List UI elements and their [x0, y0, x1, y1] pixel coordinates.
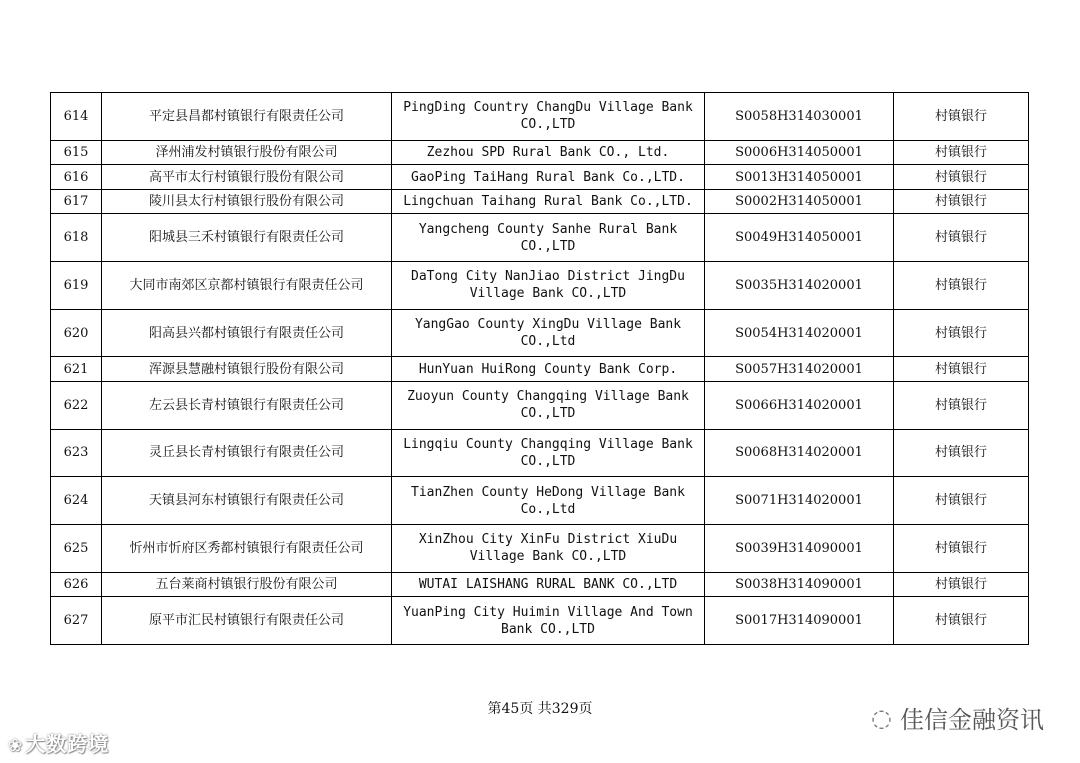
page-number: 第45页 共329页	[487, 701, 593, 717]
institution-type: 村镇银行	[894, 165, 1029, 190]
table-row	[51, 597, 1029, 645]
institution-type: 村镇银行	[894, 357, 1029, 382]
watermark-right-text: 佳信金融资讯	[900, 706, 1044, 734]
bank-name-cn: 原平市汇民村镇银行有限责任公司	[102, 597, 392, 645]
row-number: 619	[51, 262, 102, 310]
bank-name-en: WUTAI LAISHANG RURAL BANK CO.,LTD	[392, 572, 705, 597]
watermark-left	[8, 728, 109, 757]
bank-name-en: DaTong City NanJiao District JingDu Village Bank CO.,LTD	[392, 262, 705, 310]
institution-code: S0057H314020001	[705, 357, 894, 382]
watermark-left-text: 大数跨境	[25, 732, 110, 756]
institution-code: S0058H314030001	[705, 93, 894, 141]
bank-name-cn: 左云县长青村镇银行有限责任公司	[102, 381, 392, 429]
row-number: 622	[51, 381, 102, 429]
institution-code: S0049H314050001	[705, 214, 894, 262]
table-row	[51, 357, 1029, 382]
bank-name-en: TianZhen County HeDong Village Bank Co.,Ltd	[392, 477, 705, 525]
institution-code: S0017H314090001	[705, 597, 894, 645]
institution-code: S0039H314090001	[705, 525, 894, 573]
institution-code: S0038H314090001	[705, 572, 894, 597]
row-number: 623	[51, 429, 102, 477]
row-number: 618	[51, 214, 102, 262]
table-row	[51, 165, 1029, 190]
bank-name-cn: 泽州浦发村镇银行股份有限公司	[102, 140, 392, 165]
bank-name-en: YuanPing City Huimin Village And Town Bank CO.,LTD	[392, 597, 705, 645]
institution-code: S0006H314050001	[705, 140, 894, 165]
bank-name-en: Zuoyun County Changqing Village Bank CO.,LTD	[392, 381, 705, 429]
bank-table	[50, 92, 1029, 645]
wechat-icon: ◌	[871, 703, 892, 732]
row-number: 614	[51, 93, 102, 141]
bank-table-body	[51, 93, 1029, 645]
row-number: 625	[51, 525, 102, 573]
institution-code: S0054H314020001	[705, 309, 894, 357]
row-number: 615	[51, 140, 102, 165]
bank-name-en: Yangcheng County Sanhe Rural Bank CO.,LTD	[392, 214, 705, 262]
bank-name-en: PingDing Country ChangDu Village Bank CO.,LTD	[392, 93, 705, 141]
institution-type: 村镇银行	[894, 525, 1029, 573]
institution-code: S0013H314050001	[705, 165, 894, 190]
bank-name-cn: 灵丘县长青村镇银行有限责任公司	[102, 429, 392, 477]
table-row	[51, 381, 1029, 429]
institution-type: 村镇银行	[894, 477, 1029, 525]
bank-name-cn: 浑源县慧融村镇银行股份有限公司	[102, 357, 392, 382]
bank-name-en: YangGao County XingDu Village Bank CO.,Ltd	[392, 309, 705, 357]
institution-type: 村镇银行	[894, 309, 1029, 357]
table-row	[51, 189, 1029, 214]
bank-name-en: XinZhou City XinFu District XiuDu Village Bank CO.,LTD	[392, 525, 705, 573]
institution-type: 村镇银行	[894, 572, 1029, 597]
row-number: 627	[51, 597, 102, 645]
row-number: 617	[51, 189, 102, 214]
table-row	[51, 262, 1029, 310]
institution-type: 村镇银行	[894, 189, 1029, 214]
table-row	[51, 214, 1029, 262]
bank-name-cn: 忻州市忻府区秀都村镇银行有限责任公司	[102, 525, 392, 573]
row-number: 626	[51, 572, 102, 597]
bank-name-en: Lingqiu County Changqing Village Bank CO.,LTD	[392, 429, 705, 477]
table-row	[51, 429, 1029, 477]
bank-name-cn: 陵川县太行村镇银行股份有限公司	[102, 189, 392, 214]
watermark-right	[871, 700, 1044, 735]
table-row	[51, 140, 1029, 165]
institution-type: 村镇银行	[894, 140, 1029, 165]
bank-name-cn: 天镇县河东村镇银行有限责任公司	[102, 477, 392, 525]
institution-type: 村镇银行	[894, 597, 1029, 645]
institution-code: S0068H314020001	[705, 429, 894, 477]
institution-type: 村镇银行	[894, 214, 1029, 262]
institution-code: S0066H314020001	[705, 381, 894, 429]
institution-type: 村镇银行	[894, 93, 1029, 141]
bank-name-cn: 阳高县兴都村镇银行有限责任公司	[102, 309, 392, 357]
bank-name-cn: 五台莱商村镇银行股份有限公司	[102, 572, 392, 597]
institution-code: S0002H314050001	[705, 189, 894, 214]
row-number: 616	[51, 165, 102, 190]
table-row	[51, 525, 1029, 573]
bank-name-en: Lingchuan Taihang Rural Bank Co.,LTD.	[392, 189, 705, 214]
bank-name-cn: 高平市太行村镇银行股份有限公司	[102, 165, 392, 190]
table-row	[51, 93, 1029, 141]
institution-code: S0071H314020001	[705, 477, 894, 525]
table-row	[51, 572, 1029, 597]
bank-name-cn: 阳城县三禾村镇银行有限责任公司	[102, 214, 392, 262]
row-number: 621	[51, 357, 102, 382]
bank-name-en: GaoPing TaiHang Rural Bank Co.,LTD.	[392, 165, 705, 190]
row-number: 620	[51, 309, 102, 357]
table-row	[51, 309, 1029, 357]
bank-name-en: Zezhou SPD Rural Bank CO., Ltd.	[392, 140, 705, 165]
institution-type: 村镇银行	[894, 381, 1029, 429]
institution-code: S0035H314020001	[705, 262, 894, 310]
bank-name-cn: 平定县昌都村镇银行有限责任公司	[102, 93, 392, 141]
institution-type: 村镇银行	[894, 262, 1029, 310]
bank-name-en: HunYuan HuiRong County Bank Corp.	[392, 357, 705, 382]
bank-name-cn: 大同市南郊区京都村镇银行有限责任公司	[102, 262, 392, 310]
table-row	[51, 477, 1029, 525]
row-number: 624	[51, 477, 102, 525]
logo-icon: ❀	[8, 736, 24, 756]
institution-type: 村镇银行	[894, 429, 1029, 477]
